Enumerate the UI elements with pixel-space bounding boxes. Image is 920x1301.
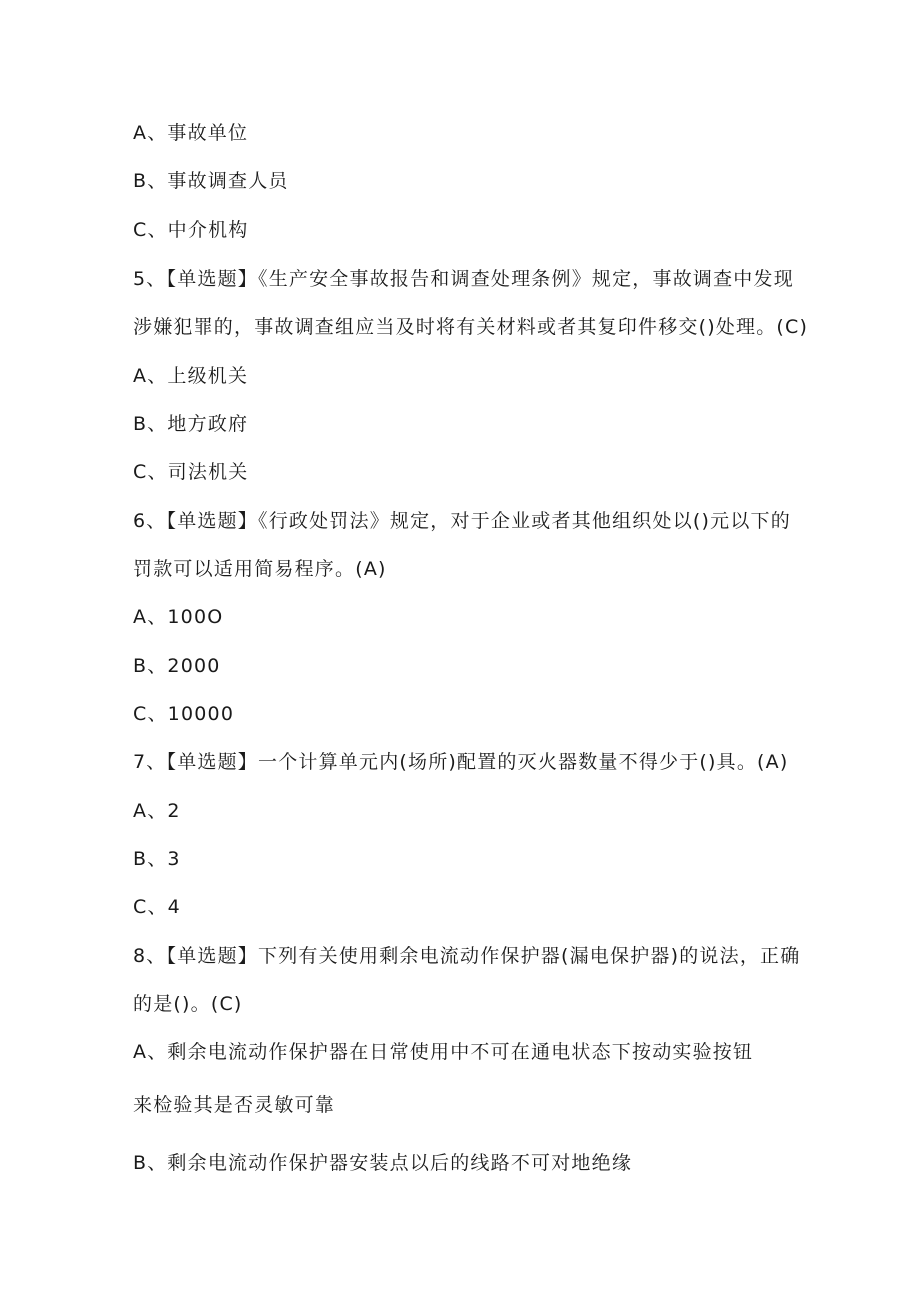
option-7c: C、4 [133,896,181,918]
question-8-line-1: 8、【单选题】下列有关使用剩余电流动作保护器(漏电保护器)的说法，正确 [133,945,801,967]
question-6-line-1: 6、【单选题】《行政处罚法》规定，对于企业或者其他组织处以()元以下的 [133,510,791,532]
option-4b: B、事故调查人员 [133,170,289,192]
option-8a-line-1: A、剩余电流动作保护器在日常使用中不可在通电状态下按动实验按钮 [133,1041,754,1063]
option-4a: A、事故单位 [133,122,249,144]
question-5-line-2: 涉嫌犯罪的，事故调查组应当及时将有关材料或者其复印件移交()处理。(C) [133,316,809,338]
option-7b: B、3 [133,848,181,870]
option-7a: A、2 [133,800,181,822]
option-8a-line-2: 来检验其是否灵敏可靠 [133,1094,336,1116]
option-5c: C、司法机关 [133,461,249,483]
option-5a: A、上级机关 [133,365,249,387]
option-5b: B、地方政府 [133,413,249,435]
question-6-line-2: 罚款可以适用简易程序。(A) [133,558,387,580]
option-6c: C、10000 [133,703,235,725]
option-8b: B、剩余电流动作保护器安装点以后的线路不可对地绝缘 [133,1152,633,1174]
question-5-line-1: 5、【单选题】《生产安全事故报告和调查处理条例》规定，事故调查中发现 [133,268,794,290]
question-7-line-1: 7、【单选题】一个计算单元内(场所)配置的灭火器数量不得少于()具。(A) [133,751,789,773]
question-8-line-2: 的是()。(C) [133,993,243,1015]
option-4c: C、中介机构 [133,219,249,241]
option-6a: A、100O [133,606,224,628]
option-6b: B、2000 [133,655,221,677]
